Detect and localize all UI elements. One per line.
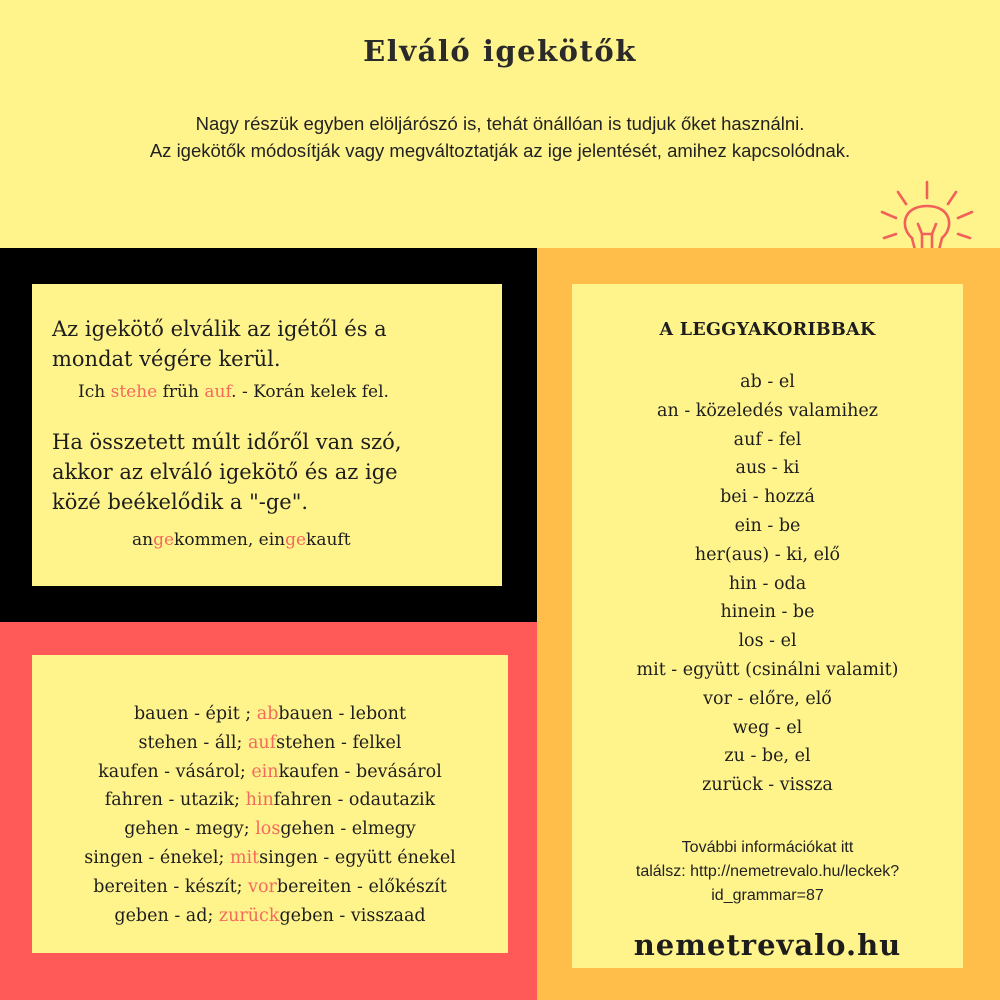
- page-title: Elváló igekötők: [363, 34, 637, 68]
- verb-pair-row: [32, 815, 508, 844]
- example-text: kommen,: [174, 530, 259, 550]
- rule-separation: [52, 314, 492, 374]
- intro-line-2: Az igekötők módosítják vagy megváltoztatják az ige jelentését, amihez kapcsolódnak.: [149, 140, 851, 161]
- rules-card: [32, 284, 502, 586]
- verb-pair-row: [32, 902, 508, 931]
- base-verb: stehen - áll;: [138, 732, 248, 753]
- common-prefix-item: hinein - be: [720, 602, 815, 623]
- prefixed-verb: bereiten - előkészít: [276, 876, 447, 897]
- common-list-title: A LEGGYAKORIBBAK: [659, 320, 876, 340]
- prefixed-verb: singen - együtt énekel: [259, 847, 456, 868]
- rule-line: mondat végére kerül.: [52, 347, 281, 371]
- common-prefix-item: zurück - vissza: [702, 775, 833, 796]
- prefix-highlight: mit: [229, 847, 260, 868]
- highlight-verb: stehe: [110, 382, 158, 402]
- base-verb: fahren - utazik;: [104, 790, 246, 811]
- rule-line: Az igekötő elválik az igétől és a: [52, 317, 387, 341]
- base-verb: kaufen - vásárol;: [98, 761, 252, 782]
- verb-pair-row: [32, 844, 508, 873]
- example-text: früh: [157, 382, 205, 402]
- prefix-highlight: zurück: [218, 905, 280, 926]
- prefixed-verb: bauen - lebont: [278, 704, 406, 724]
- example-text: an: [132, 530, 154, 550]
- highlight-ge: ge: [153, 530, 175, 550]
- base-verb: gehen - megy;: [124, 819, 256, 840]
- verb-pair-row: [32, 729, 508, 758]
- common-prefix-item: weg - el: [732, 717, 803, 738]
- intro-line-1: Nagy részük egyben elöljárószó is, tehát önállóan is tudjuk őket használni.: [195, 113, 805, 134]
- rule-line: Ha összetett múlt időről van szó,: [52, 430, 402, 454]
- example-sentence: [78, 382, 389, 402]
- prefix-highlight: auf: [247, 732, 277, 753]
- more-info: [592, 836, 943, 908]
- example-text: kauft: [306, 530, 351, 550]
- common-prefix-item: los - el: [738, 631, 797, 652]
- common-prefix-item: zu - be, el: [724, 746, 811, 767]
- verb-pair-row: [32, 758, 508, 787]
- verb-pairs-card: [32, 655, 508, 953]
- highlight-prefix: auf: [204, 382, 232, 402]
- prefixed-verb: stehen - felkel: [276, 732, 402, 753]
- common-prefix-item: bei - hozzá: [720, 487, 815, 508]
- example-text: ein: [258, 530, 286, 550]
- brand-name: nemetrevalo.hu: [633, 928, 902, 962]
- more-info-line: További információkat itt: [681, 839, 854, 856]
- rule-line: akkor az elváló igekötő és az ige: [52, 460, 398, 484]
- prefixed-verb: gehen - elmegy: [280, 819, 416, 840]
- prefixed-verb: geben - visszaad: [279, 905, 426, 926]
- rule-past-tense: [52, 427, 492, 517]
- base-verb: singen - énekel;: [84, 847, 230, 868]
- common-prefix-item: her(aus) - ki, elő: [694, 544, 841, 565]
- verb-pair-row: [32, 700, 508, 729]
- common-prefix-item: vor - előre, elő: [703, 688, 832, 709]
- common-prefix-item: hin - oda: [728, 573, 807, 594]
- prefix-highlight: ein: [251, 761, 279, 782]
- example-participles: [132, 530, 351, 550]
- base-verb: bauen - épit ;: [133, 704, 257, 724]
- more-info-line: találsz: http://nemetrevalo.hu/leckek?: [635, 863, 900, 880]
- common-prefix-item: mit - együtt (csinálni valamit): [636, 659, 899, 680]
- verb-pair-row: [32, 786, 508, 815]
- base-verb: bereiten - készít;: [93, 876, 249, 897]
- common-prefix-item: an - közeledés valamihez: [657, 400, 878, 421]
- intro-text: [0, 110, 1000, 164]
- base-verb: geben - ad;: [114, 905, 219, 926]
- highlight-ge: ge: [285, 530, 307, 550]
- common-prefixes-card: [572, 284, 963, 968]
- common-prefix-item: aus - ki: [735, 458, 800, 479]
- prefix-highlight: vor: [248, 876, 277, 897]
- verb-pairs-list: [32, 700, 508, 930]
- prefix-highlight: ab: [256, 704, 279, 724]
- prefix-highlight: hin: [245, 790, 274, 811]
- common-prefixes-list: [572, 368, 963, 800]
- verb-pair-row: [32, 873, 508, 902]
- prefixed-verb: kaufen - bevásárol: [278, 761, 442, 782]
- prefixed-verb: fahren - odautazik: [273, 790, 436, 811]
- prefix-highlight: los: [255, 819, 281, 840]
- example-text: . - Korán kelek fel.: [231, 382, 389, 402]
- more-info-line: id_grammar=87: [711, 887, 824, 904]
- example-text: Ich: [78, 382, 111, 402]
- rule-line: közé beékelődik a "-ge".: [52, 490, 309, 514]
- common-prefix-item: ab - el: [740, 372, 795, 392]
- common-prefix-item: ein - be: [734, 515, 801, 536]
- common-prefix-item: auf - fel: [733, 429, 802, 450]
